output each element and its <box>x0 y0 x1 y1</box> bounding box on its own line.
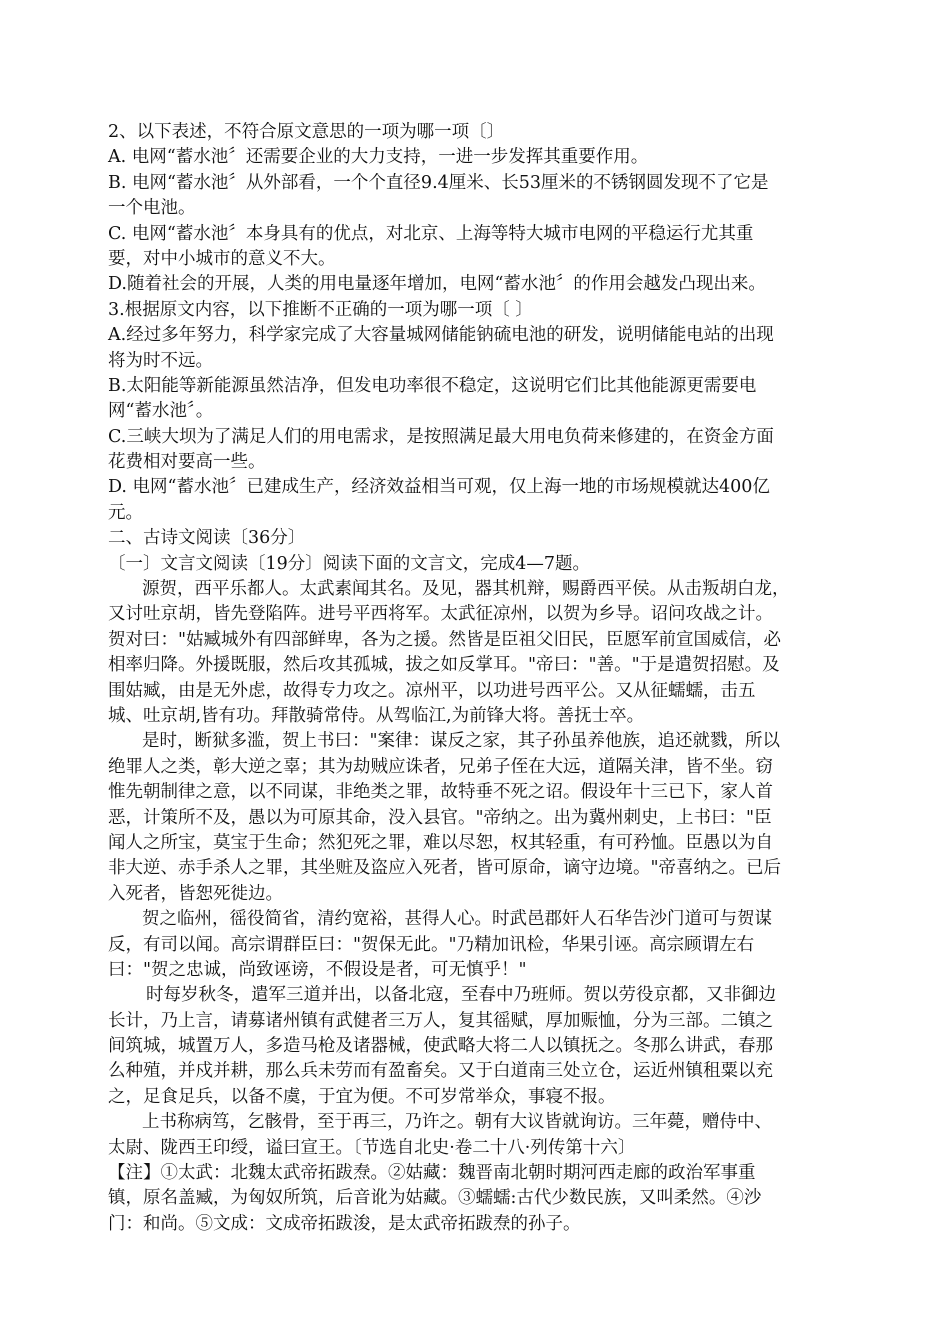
option-line: D. 电网“蓄水池〞已建成生产，经济效益相当可观，仅上海一地的市场规模就达400亿 <box>108 477 770 498</box>
section-heading: 二、古诗文阅读〔36分〕 <box>108 528 306 549</box>
passage-line: 么种殖，并戍并耕，那么兵未劳而有盈畜矣。又于白道南三处立仓，运近州镇租粟以充 <box>108 1061 773 1082</box>
option-line: C.三峡大坝为了满足人们的用电需求，是按照满足最大用电负荷来修建的，在资金方面 <box>108 426 774 447</box>
option-line: D.随着社会的开展，人类的用电量逐年增加，电网“蓄水池〞的作用会越发凸现出来。 <box>108 274 766 295</box>
question-2-stem: 2、以下表述，不符合原文意思的一项为哪一项〔〕 <box>108 122 505 142</box>
passage-line: 绝罪人之类，彰大逆之辜；其为劫贼应诛者，兄弟子侄在大远，道隔关津，皆不坐。窃 <box>108 756 773 777</box>
passage-paragraph-5 <box>108 1110 838 1161</box>
option-line: 一个电池。 <box>108 198 196 219</box>
question-3-option-b <box>108 374 838 425</box>
passage-line: 之，足食足兵，以备不虞，于宜为便。不可岁常举众，事寝不报。 <box>108 1086 616 1107</box>
question-2-option-a <box>108 145 838 170</box>
document-page <box>108 120 838 1237</box>
option-line: B. 电网“蓄水池〞从外部看，一个个直径9.4厘米、长53厘米的不锈钢圆发现不了它是 <box>108 172 769 193</box>
passage-line: 非大逆、赤手杀人之罪，其坐赃及盗应入死者，皆可原命，谪守边境。"帝喜纳之。已后 <box>108 858 782 879</box>
passage-line: 上书称病笃，乞骸骨，至于再三，乃许之。朝有大议皆就询访。三年薨，赠侍中、 <box>142 1112 772 1133</box>
passage-line: 入死者，皆恕死徙边。 <box>108 883 283 904</box>
passage-line: 城、吐京胡,皆有功。拜散骑常侍。从驾临江,为前锋大将。善抚士卒。 <box>108 705 645 726</box>
passage-paragraph-3 <box>108 907 838 983</box>
passage-paragraph-4 <box>108 983 838 1110</box>
passage-line: 是时，断狱多滥，贺上书曰："案律：谋反之家，其子孙虽养他族，追还就戮，所以 <box>142 731 781 752</box>
question-3-option-c <box>108 425 838 476</box>
passage-line: 贺之临州，徭役简省，清约宽裕，甚得人心。时武邑郡奸人石华告沙门道可与贺谋 <box>142 909 772 930</box>
question-2 <box>108 120 838 298</box>
passage-paragraph-1 <box>108 577 838 729</box>
passage-line: 惟先朝制律之意，以不同谋，非绝类之罪，故特垂不死之诏。假设年十三已下，家人首 <box>108 782 773 803</box>
option-line: 网“蓄水池〞。 <box>108 401 214 422</box>
question-2-option-b <box>108 171 838 222</box>
passage-line: 相率归降。外援既服，然后攻其孤城，拔之如反掌耳。"帝曰："善。"于是遣贺招慰。及 <box>108 655 780 676</box>
passage-line: 恶，计策所不及，愚以为可原其命，没入县官。"帝纳之。出为冀州刺史，上书曰："臣 <box>108 807 772 828</box>
note-line: 门：和尚。⑤文成：文成帝拓跋浚，是太武帝拓跋焘的孙子。 <box>108 1213 581 1234</box>
passage-line: 又讨吐京胡，皆先登陷阵。进号平西将军。太武征凉州，以贺为乡导。诏问攻战之计。 <box>108 604 773 625</box>
passage-line: 间筑城，城置万人，多造马枪及诸器械，使武略大将二人以镇抚之。冬那么讲武，春那 <box>108 1036 773 1057</box>
annotation-note <box>108 1161 838 1237</box>
question-3 <box>108 298 838 527</box>
option-line: C. 电网“蓄水池〞本身具有的优点，对北京、上海等特大城市电网的平稳运行尤其重 <box>108 223 754 244</box>
passage-line: 围姑臧，由是无外虑，故得专力攻之。凉州平，以功进号西平公。又从征蠕蠕，击五 <box>108 680 756 701</box>
option-line: 元。 <box>108 502 143 523</box>
section-subheading: 〔一〕文言文阅读〔19分〕阅读下面的文言文，完成4—7题。 <box>108 553 591 574</box>
passage-line: 曰："贺之忠诚，尚致诬谤，不假设是者，可无慎乎！" <box>108 959 527 980</box>
question-2-option-d <box>108 272 838 297</box>
passage-line: 贺对曰："姑臧城外有四部鲜卑，各为之援。然皆是臣祖父旧民，臣愿军前宣国威信，必 <box>108 629 782 650</box>
option-line: A.经过多年努力，科学家完成了大容量城网储能钠硫电池的研发，说明储能电站的出现 <box>108 325 774 346</box>
passage-line: 时每岁秋冬，遣军三道并出，以备北寇，至春中乃班师。贺以劳役京都，又非御边 <box>146 985 776 1006</box>
option-line: 要，对中小城市的意义不大。 <box>108 248 336 269</box>
passage-paragraph-2 <box>108 729 838 907</box>
question-3-stem: 3.根据原文内容，以下推断不正确的一项为哪一项〔 〕 <box>108 299 533 320</box>
note-line: 镇，原名盖臧，为匈奴所筑，后音讹为姑藏。③蠕蠕:古代少数民族，又叫柔然。④沙 <box>108 1188 762 1209</box>
option-line: B.太阳能等新能源虽然洁净，但发电功率很不稳定，这说明它们比其他能源更需要电 <box>108 375 757 396</box>
passage-line: 太尉、陇西王印绶，谥曰宣王。〔节选自北史·卷二十八·列传第十六〕 <box>108 1137 636 1158</box>
option-line: 将为时不远。 <box>108 350 213 371</box>
option-line: A. 电网“蓄水池〞还需要企业的大力支持，一进一步发挥其重要作用。 <box>108 147 649 168</box>
question-2-option-c <box>108 222 838 273</box>
option-line: 花费相对要高一些。 <box>108 452 266 473</box>
question-3-option-d <box>108 475 838 526</box>
passage-line: 源贺，西平乐都人。太武素闻其名。及见，器其机辩，赐爵西平侯。从击叛胡白龙， <box>142 579 790 600</box>
passage-line: 反，有司以闻。高宗谓群臣曰："贺保无此。"乃精加讯检，华果引诬。高宗顾谓左右 <box>108 934 755 955</box>
question-3-option-a <box>108 323 838 374</box>
passage-line: 长计，乃上言，请募诸州镇有武健者三万人，复其徭赋，厚加赈恤，分为三部。二镇之 <box>108 1010 773 1031</box>
passage-line: 闻人之所宝，莫宝于生命；然犯死之罪，难以尽恕，权其轻重，有可矜恤。臣愚以为自 <box>108 832 773 853</box>
note-line: 【注】①太武：北魏太武帝拓跋焘。②姑藏：魏晋南北朝时期河西走廊的政治军事重 <box>108 1163 756 1184</box>
